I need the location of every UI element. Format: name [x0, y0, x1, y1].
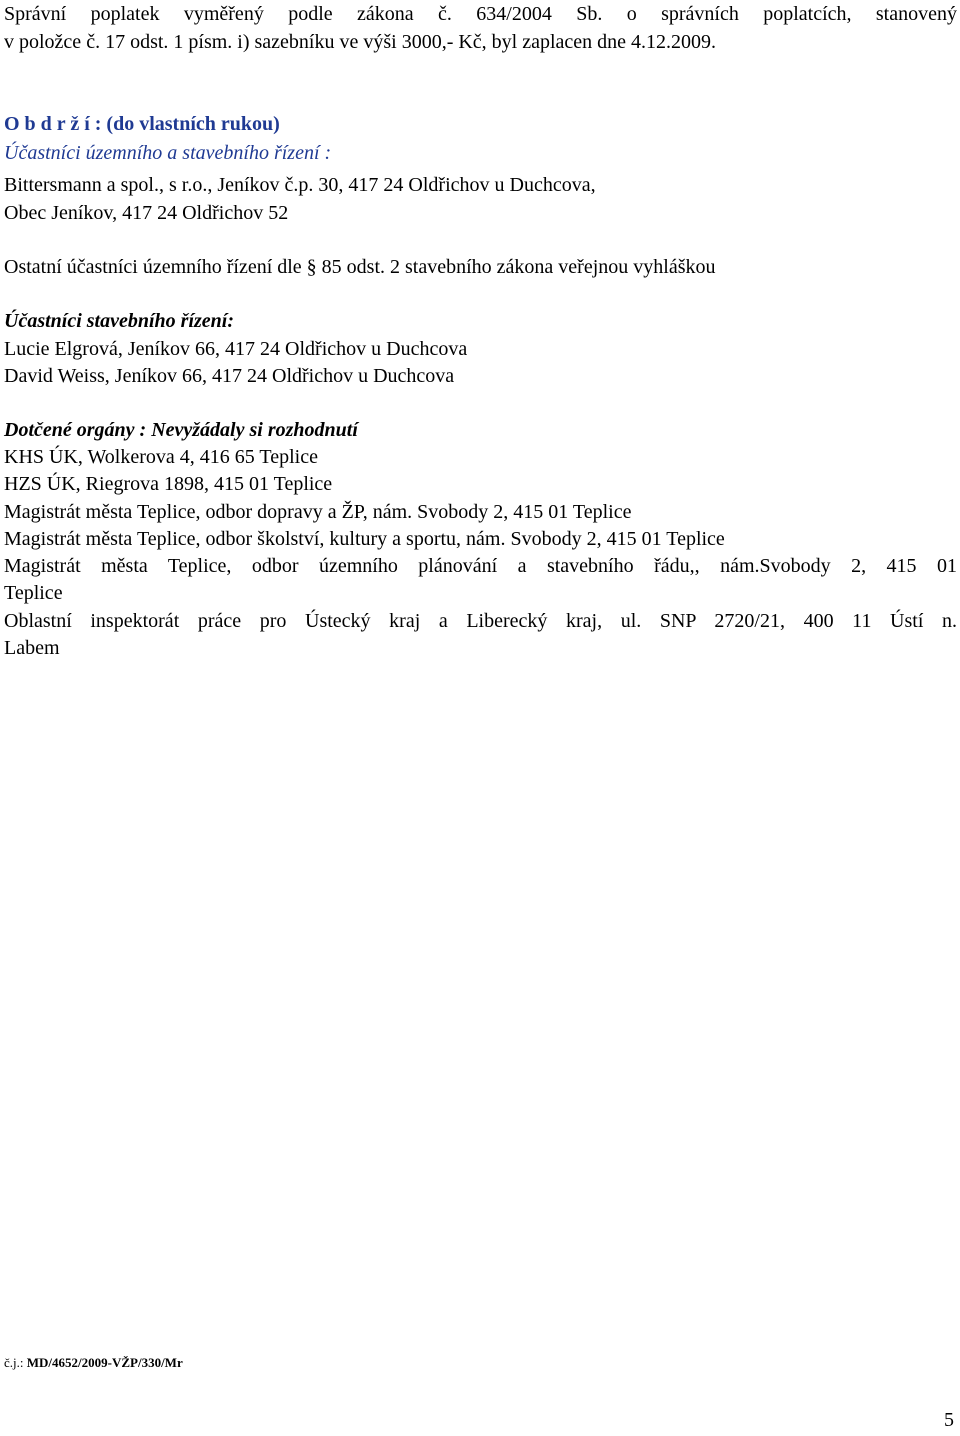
authority-6-line-1: Oblastní inspektorát práce pro Ústecký kraj a Liberecký kraj, ul. SNP 2720/21, 400 11 Ústí n.: [4, 610, 957, 632]
building-participant-2: David Weiss, Jeníkov 66, 417 24 Oldřichov u Duchcova: [4, 365, 455, 387]
reference-label: č.j.:: [4, 1355, 24, 1370]
authority-5-line-2: Teplice: [4, 582, 63, 604]
building-participant-1: Lucie Elgrová, Jeníkov 66, 417 24 Oldřichov u Duchcova: [4, 338, 468, 360]
authority-5-line-1: Magistrát města Teplice, odbor územního plánování a stavebního řádu,, nám.Svobody 2, 415 01: [4, 555, 957, 577]
other-participants-note: Ostatní účastníci územního řízení dle § 85 odst. 2 stavebního zákona veřejnou vyhláškou: [4, 256, 716, 278]
authority-1: KHS ÚK, Wolkerova 4, 416 65 Teplice: [4, 446, 318, 468]
reference-number: [4, 1354, 183, 1372]
building-participants-heading: Účastníci stavebního řízení:: [4, 310, 235, 332]
recipients-heading: O b d r ž í : (do vlastních rukou): [4, 113, 280, 135]
territorial-participant-1: Bittersmann a spol., s r.o., Jeníkov č.p. 30, 417 24 Oldřichov u Duchcova,: [4, 174, 596, 196]
page-number: 5: [944, 1409, 954, 1431]
fee-paragraph-line-1: Správní poplatek vyměřený podle zákona č. 634/2004 Sb. o správních poplatcích, stanovený: [4, 3, 957, 25]
territorial-participant-2: Obec Jeníkov, 417 24 Oldřichov 52: [4, 202, 289, 224]
fee-paragraph-line-2: v položce č. 17 odst. 1 písm. i) sazebníku ve výši 3000,- Kč, byl zaplacen dne 4.12.2009.: [4, 31, 717, 53]
reference-value: MD/4652/2009-VŽP/330/Mr: [26, 1355, 183, 1370]
authority-4: Magistrát města Teplice, odbor školství, kultury a sportu, nám. Svobody 2, 415 01 Teplice: [4, 528, 725, 550]
territorial-participants-heading: Účastníci územního a stavebního řízení :: [4, 142, 332, 164]
authority-3: Magistrát města Teplice, odbor dopravy a ŽP, nám. Svobody 2, 415 01 Teplice: [4, 501, 632, 523]
authorities-heading: Dotčené orgány : Nevyžádaly si rozhodnutí: [4, 419, 358, 441]
authority-2: HZS ÚK, Riegrova 1898, 415 01 Teplice: [4, 473, 333, 495]
authority-6-line-2: Labem: [4, 637, 60, 659]
